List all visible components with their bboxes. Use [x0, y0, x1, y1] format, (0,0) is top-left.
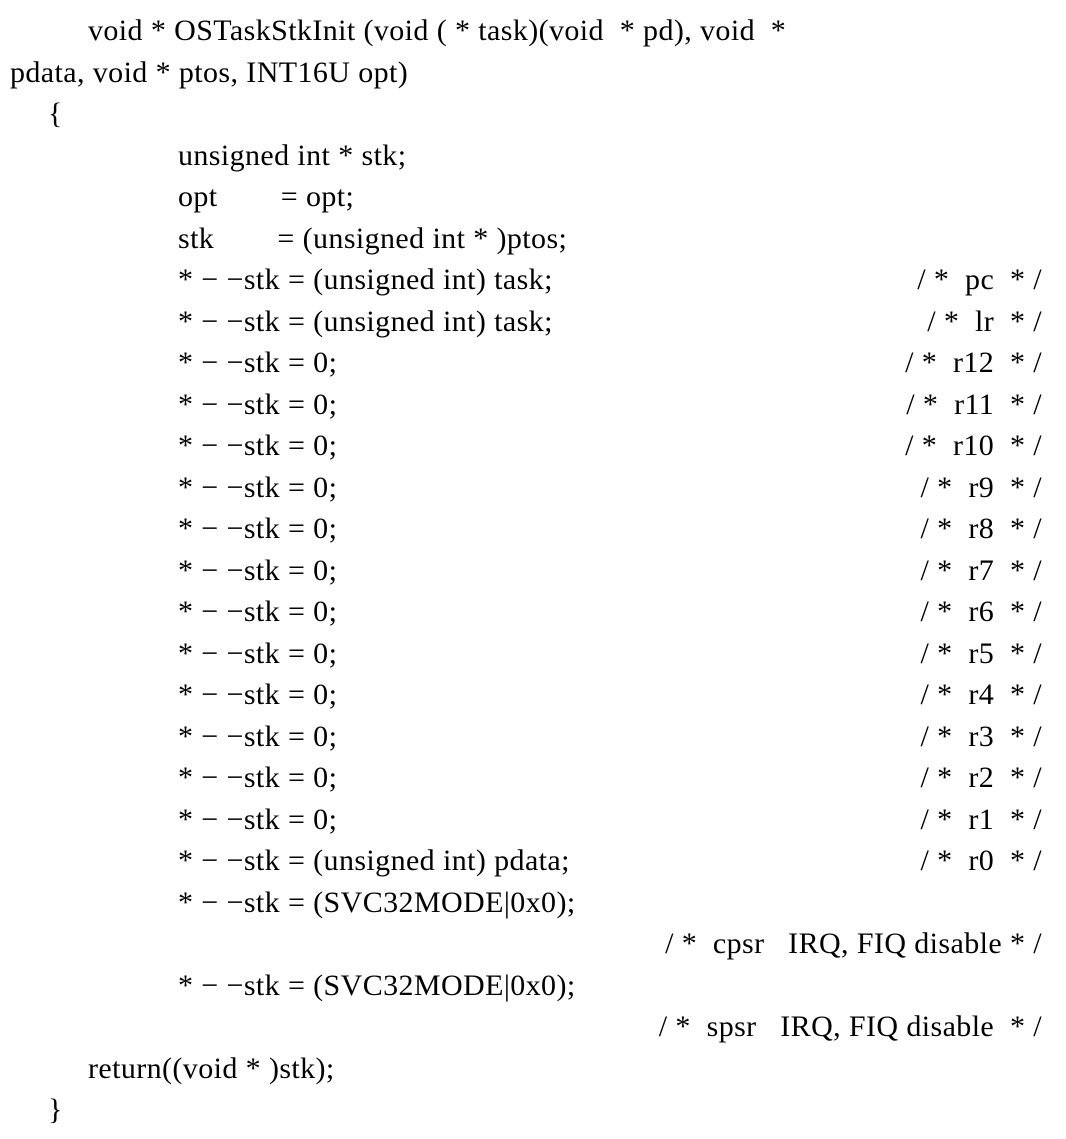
open-brace-line [10, 93, 1048, 135]
statement-row [10, 799, 1048, 841]
code-comment: / * r8 * / [920, 512, 1042, 545]
code-comment: / * cpsr IRQ, FIQ disable * / [665, 927, 1042, 960]
function-signature-line-2 [10, 52, 1048, 94]
code-text: pdata, void * ptos, INT16U opt) [10, 55, 409, 89]
cpsr-comment-row [10, 923, 1048, 965]
code-comment: / * r9 * / [920, 470, 1042, 504]
statement-row [10, 633, 1048, 675]
code-text: * − −stk = 0; [178, 346, 338, 379]
statement-row [10, 840, 1048, 882]
code-comment: / * pc * / [917, 263, 1042, 296]
code-text: * − −stk = 0; [178, 636, 338, 670]
code-comment: / * r11 * / [906, 387, 1042, 421]
code-comment: / * r3 * / [920, 719, 1042, 753]
code-comment: / * r5 * / [920, 636, 1042, 670]
code-text: * − −stk = (SVC32MODE|0x0); [178, 968, 576, 1002]
code-comment: / * r1 * / [920, 802, 1042, 836]
return-statement-row [10, 1048, 1048, 1090]
code-comment: / * r6 * / [920, 595, 1042, 628]
statement-row [10, 425, 1048, 467]
code-text: * − −stk = 0; [178, 678, 338, 711]
statement-row [10, 218, 1048, 260]
code-comment: / * lr * / [927, 304, 1042, 338]
code-text: * − −stk = (SVC32MODE|0x0); [178, 885, 576, 919]
code-text: * − −stk = 0; [178, 595, 338, 628]
spsr-comment-row [10, 1006, 1048, 1048]
statement-row [10, 176, 1048, 218]
code-comment: / * r4 * / [920, 678, 1042, 711]
spsr-statement-row [10, 965, 1048, 1007]
code-text: * − −stk = (unsigned int) pdata; [178, 844, 570, 877]
code-text: * − −stk = 0; [178, 387, 338, 421]
statement-row [10, 135, 1048, 177]
code-text: stk = (unsigned int * )ptos; [178, 221, 568, 255]
code-text: * − −stk = (unsigned int) task; [178, 304, 553, 338]
code-text: * − −stk = 0; [178, 802, 338, 836]
code-text: void * OSTaskStkInit (void ( * task)(void * pd), void * [88, 14, 787, 47]
code-comment: / * r12 * / [905, 346, 1042, 379]
code-text: * − −stk = 0; [178, 429, 338, 462]
code-listing [10, 10, 1048, 1131]
statement-row [10, 342, 1048, 384]
statement-row [10, 591, 1048, 633]
code-comment: / * r7 * / [920, 553, 1042, 587]
statement-row [10, 301, 1048, 343]
code-text: * − −stk = (unsigned int) task; [178, 263, 553, 296]
code-text: * − −stk = 0; [178, 470, 338, 504]
code-comment: / * r2 * / [920, 761, 1042, 794]
statement-row [10, 550, 1048, 592]
statement-row [10, 674, 1048, 716]
statement-row [10, 259, 1048, 301]
cpsr-statement-row [10, 882, 1048, 924]
statement-row [10, 757, 1048, 799]
close-brace-line [10, 1089, 1048, 1131]
function-signature-line-1 [10, 10, 1048, 52]
statement-row [10, 384, 1048, 426]
code-text: * − −stk = 0; [178, 719, 338, 753]
statement-row [10, 508, 1048, 550]
code-text: * − −stk = 0; [178, 761, 338, 794]
code-text: { [48, 97, 63, 130]
code-text: unsigned int * stk; [178, 138, 407, 172]
code-text: opt = opt; [178, 180, 355, 213]
code-text: } [48, 1093, 63, 1126]
code-comment: / * spsr IRQ, FIQ disable * / [658, 1010, 1042, 1043]
statement-row [10, 467, 1048, 509]
code-comment: / * r0 * / [920, 844, 1042, 877]
statement-row [10, 716, 1048, 758]
code-text: return((void * )stk); [88, 1051, 335, 1085]
code-comment: / * r10 * / [905, 429, 1042, 462]
code-text: * − −stk = 0; [178, 512, 338, 545]
code-text: * − −stk = 0; [178, 553, 338, 587]
